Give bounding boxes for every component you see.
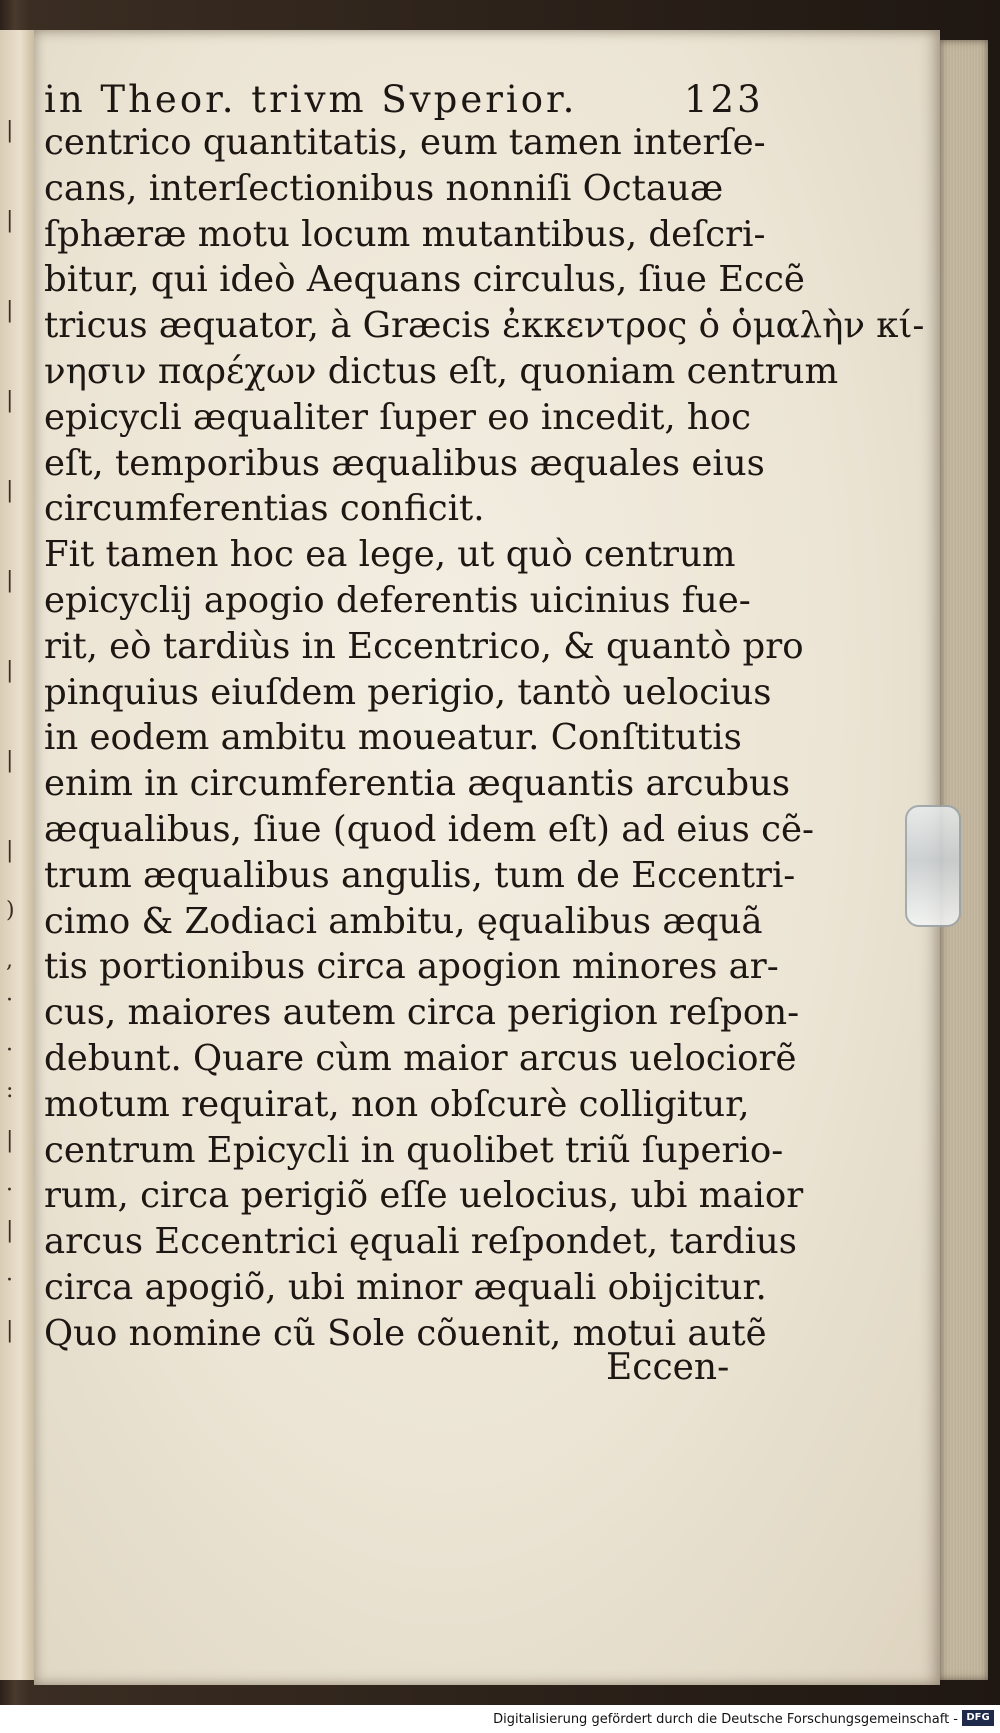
text-line: eſt, temporibus æqualibus æquales eius xyxy=(44,442,765,484)
running-head-title: in Theor. trivm Svperior. xyxy=(44,78,578,121)
text-line: circumferentias conficit. xyxy=(44,488,485,530)
catchword: Eccen- xyxy=(606,1347,730,1388)
text-line: ſphæræ motu locum mutantibus, deſcri- xyxy=(44,213,766,255)
text-line: arcus Eccentrici ęquali reſpondet, tardius xyxy=(44,1221,798,1263)
text-line: tricus æquator, à Græcis ἐκκεντρος ὁ ὁμαλὴν κί- xyxy=(44,305,925,347)
book-clasp xyxy=(905,805,961,927)
text-line: enim in circumferentia æquantis arcubus xyxy=(44,763,791,805)
text-line: pinquius eiuſdem perigio, tantò uelocius xyxy=(44,671,772,713)
text-line: in eodem ambitu moueatur. Conſtitutis xyxy=(44,717,742,759)
text-line: æqualibus, ſiue (quod idem eſt) ad eius cẽ- xyxy=(44,808,815,850)
body-text xyxy=(44,120,925,1357)
text-line: trum æqualibus angulis, tum de Eccentri- xyxy=(44,854,796,896)
text-line: epicycli æqualiter ſuper eo incedit, hoc xyxy=(44,396,752,438)
text-line: circa apogiõ, ubi minor æquali obijcitur. xyxy=(44,1266,767,1308)
text-line: epicyclij apogio deferentis uicinius fue- xyxy=(44,579,751,621)
dfg-logo: DFG xyxy=(962,1710,994,1726)
text-line: tis portionibus circa apogion minores ar- xyxy=(44,946,779,988)
digitization-credit: Digitalisierung gefördert durch die Deutsche Forschungsgemeinschaft - xyxy=(493,1712,958,1727)
text-line: bitur, qui ideò Aequans circulus, ſiue Eccẽ xyxy=(44,259,805,301)
text-line: cus, maiores autem circa perigion reſpon- xyxy=(44,992,800,1034)
running-head xyxy=(44,78,764,121)
text-line: cimo & Zodiaci ambitu, ęqualibus æquã xyxy=(44,900,763,942)
text-line: cans, interſectionibus nonniſi Octauæ xyxy=(44,167,724,209)
text-line: Fit tamen hoc ea lege, ut quò centrum xyxy=(44,534,736,576)
text-line: νησιν παρέχων dictus eſt, quoniam centrum xyxy=(44,350,839,392)
text-line: debunt. Quare cùm maior arcus uelociorẽ xyxy=(44,1037,797,1079)
page-number: 123 xyxy=(684,78,764,121)
text-line: rit, eò tardiùs in Eccentrico, & quantò pro xyxy=(44,625,804,667)
text-line: motum requirat, non obſcurè colligitur, xyxy=(44,1083,750,1125)
text-line: centrico quantitatis, eum tamen interſe- xyxy=(44,122,766,163)
text-line: Quo nomine cũ Sole cõuenit, motui autẽ xyxy=(44,1312,767,1354)
text-line: rum, circa perigiõ eſſe uelocius, ubi maior xyxy=(44,1175,804,1217)
text-line: centrum Epicycli in quolibet triũ ſuperio- xyxy=(44,1129,784,1171)
facing-page-margin-marks: | | | | | | | | | ) , · · : | · | · | xyxy=(6,118,15,1343)
